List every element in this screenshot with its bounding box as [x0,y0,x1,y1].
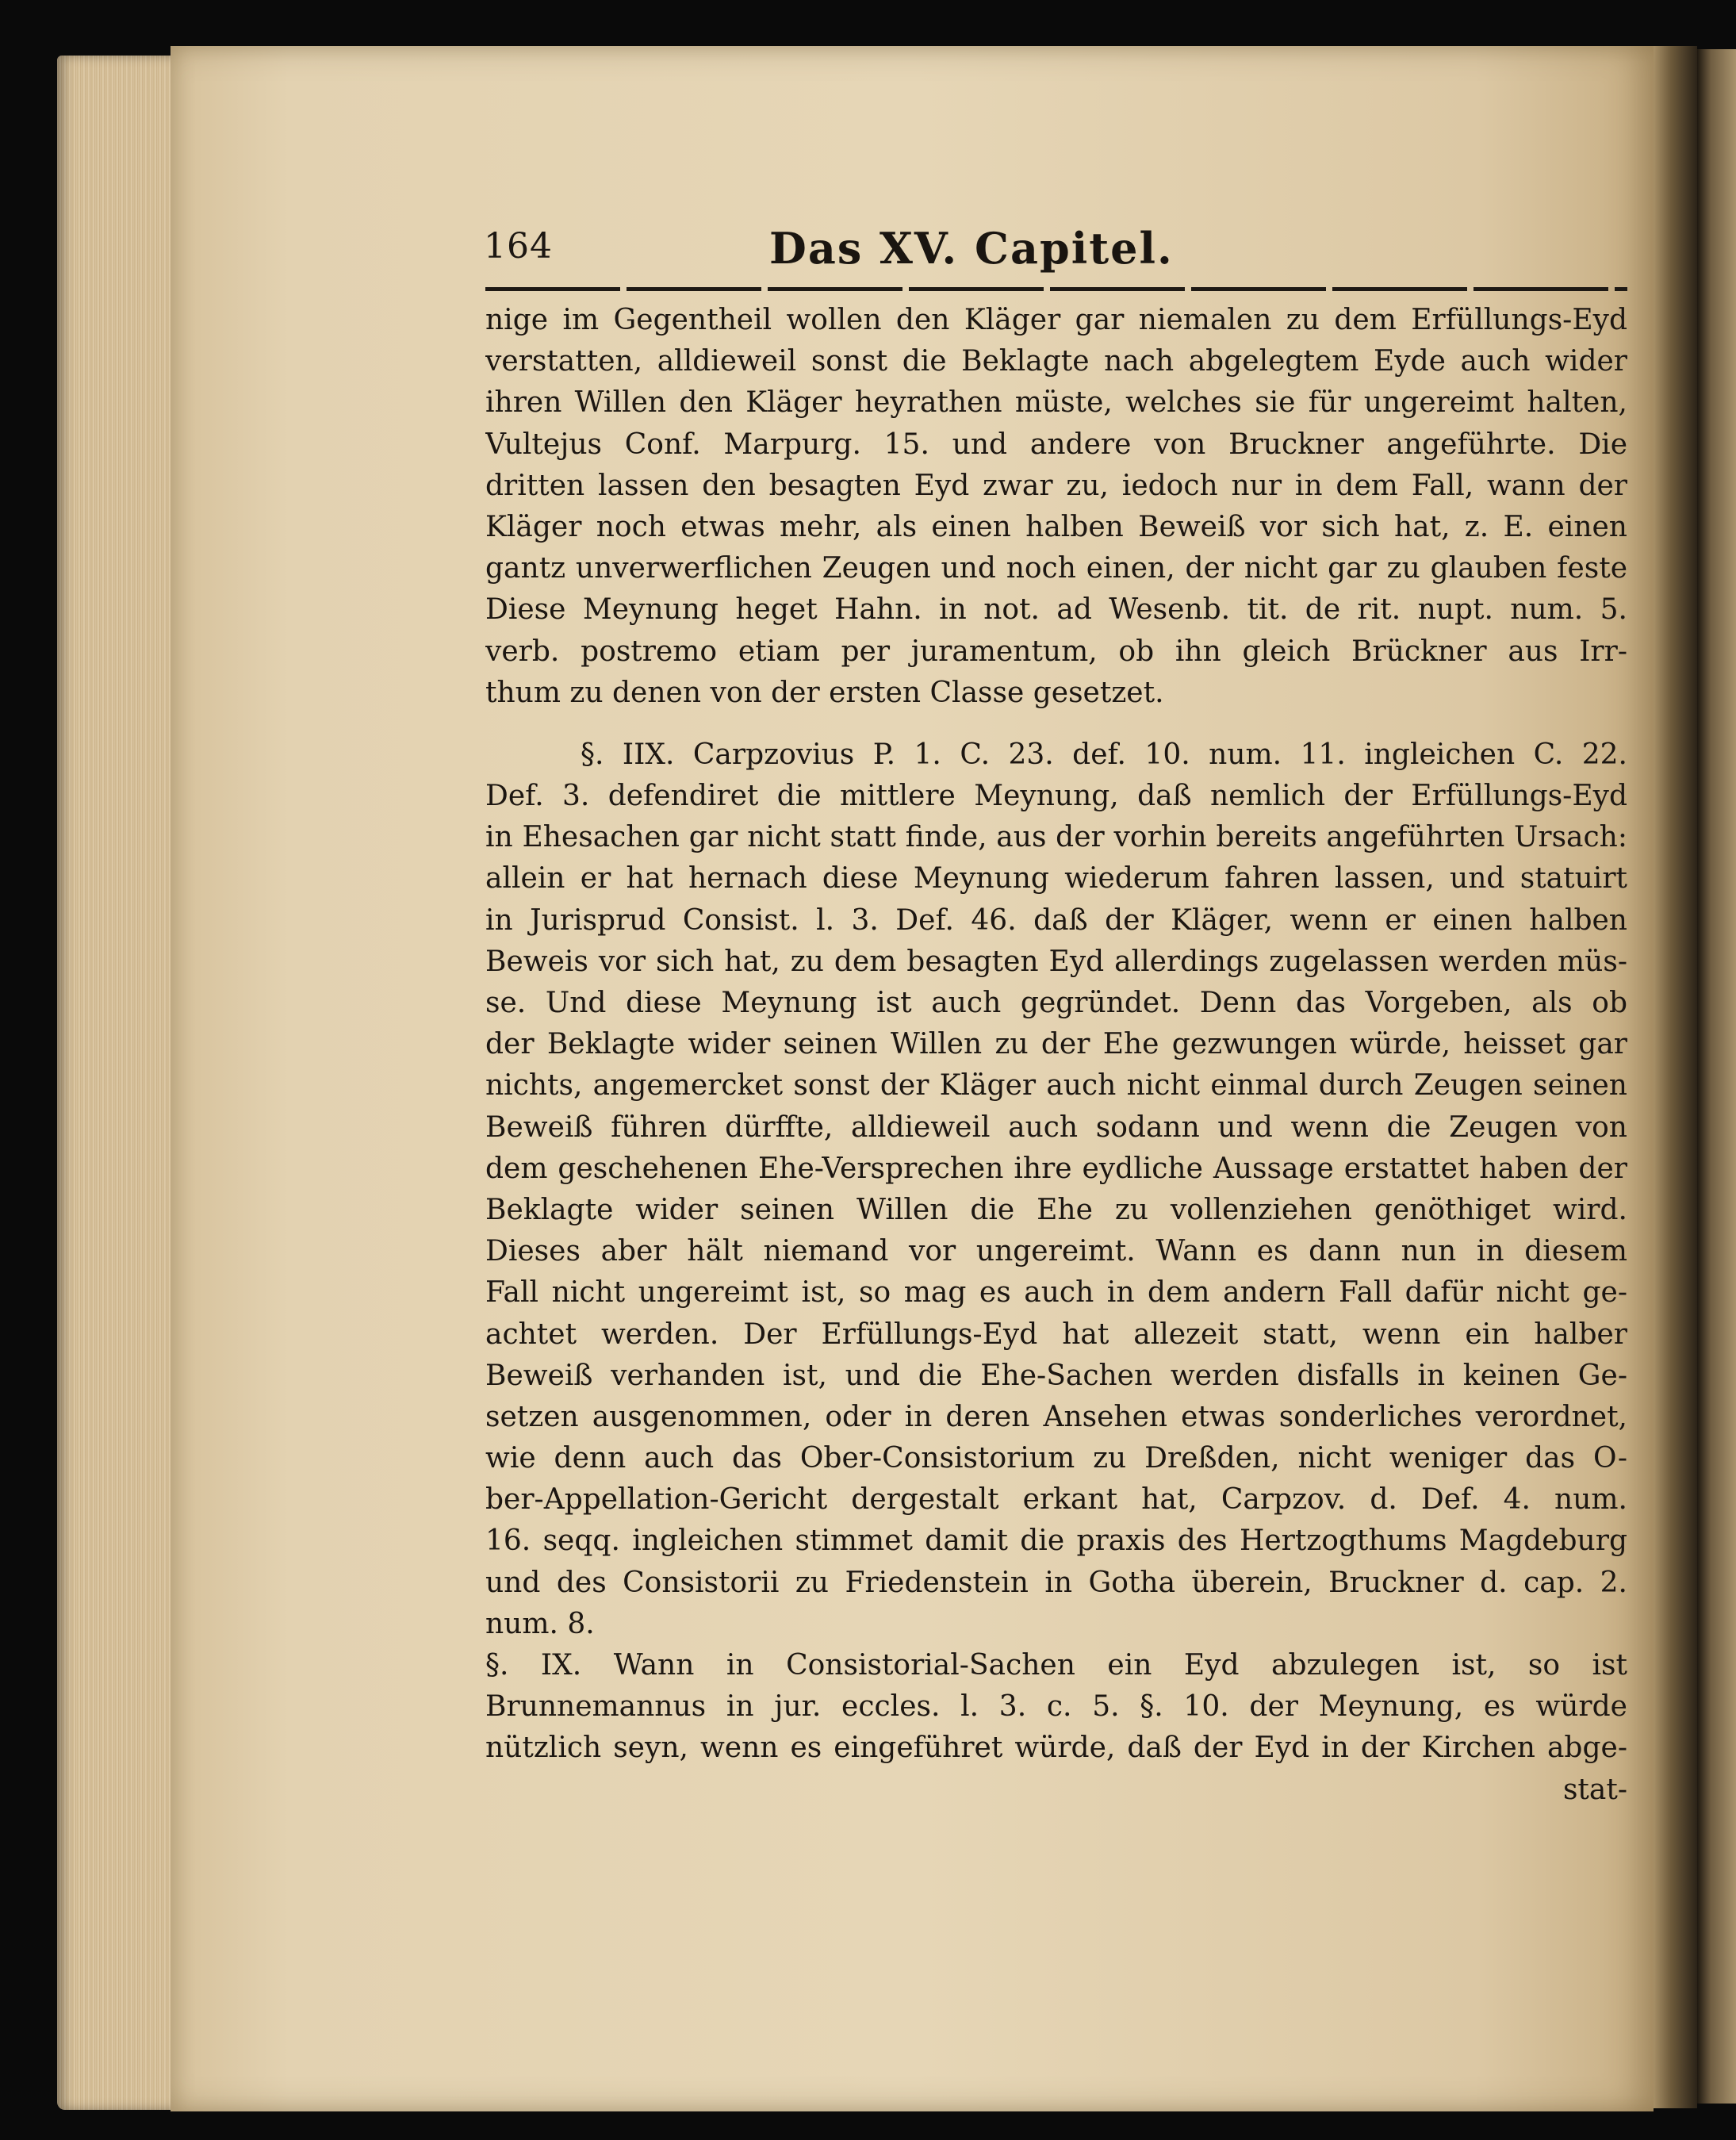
catchword: stat- [1562,1773,1627,1806]
text-line: 16. seqq. ingleichen stimmet damit die praxis des Hertzogthums Magdeburg [485,1524,1627,1558]
text-line: allein er hat hernach diese Meynung wiederum fahren lassen, und statuirt [485,862,1627,896]
text-line: wie denn auch das Ober-Consistorium zu Dreßden, nicht weniger das O- [485,1442,1627,1475]
text-line: thum zu denen von der ersten Classe gesetzet. [485,676,1164,709]
text-line: der Beklagte wider seinen Willen zu der Ehe gezwungen würde, heisset gar [485,1028,1627,1061]
text-line: dritten lassen den besagten Eyd zwar zu, iedoch nur in dem Fall, wann der [485,469,1627,502]
text-line: Vultejus Conf. Marpurg. 15. und andere von Bruckner angeführte. Die [485,428,1627,461]
running-title: Das XV. Capitel. [769,223,1174,274]
book-fore-edge [57,56,176,2110]
text-line: ber-Appellation-Gericht dergestalt erkant hat, Carpzov. d. Def. 4. num. [485,1483,1627,1517]
text-line: num. 8. [485,1607,595,1640]
text-line: in Jurisprud Consist. l. 3. Def. 46. daß der Kläger, wenn er einen halben [485,903,1627,937]
text-line: Beklagte wider seinen Willen die Ehe zu vollenziehen genöthiget wird. [485,1193,1627,1226]
text-line: Beweiß verhanden ist, und die Ehe-Sachen werden disfalls in keinen Ge- [485,1359,1627,1392]
text-line: gantz unverwerflichen Zeugen und noch einen, der nicht gar zu glauben feste [485,552,1627,585]
text-line: Def. 3. defendiret die mittlere Meynung, daß nemlich der Erfüllungs-Eyd [485,780,1627,813]
text-line: setzen ausgenommen, oder in deren Ansehen etwas sonderliches verordnet, [485,1400,1627,1433]
text-line: nützlich seyn, wenn es eingeführet würde, daß der Eyd in der Kirchen abge- [485,1732,1627,1765]
paragraph-gap [485,714,1627,734]
paragraph-start-line: §. IX. Wann in Consistorial-Sachen ein Eyd abzulegen ist, so ist [485,1649,1627,1682]
text-line: Fall nicht ungereimt ist, so mag es auch in dem andern Fall dafür nicht ge- [485,1276,1627,1310]
text-line: achtet werden. Der Erfüllungs-Eyd hat allezeit statt, wenn ein halber [485,1317,1627,1351]
page-header [484,224,1626,280]
text-line: in Ehesachen gar nicht statt finde, aus der vorhin bereits angeführten Ursach: [485,821,1627,854]
text-line: Kläger noch etwas mehr, als einen halben Beweiß vor sich hat, z. E. einen [485,510,1627,543]
text-line: Diese Meynung heget Hahn. in not. ad Wesenb. tit. de rit. nupt. num. 5. [485,593,1627,627]
text-line: ihren Willen den Kläger heyrathen müste, welches sie für ungereimt halten, [485,386,1627,420]
text-line: Brunnemannus in jur. eccles. l. 3. c. 5. §. 10. der Meynung, es würde [485,1690,1627,1724]
text-line: verstatten, alldieweil sonst die Beklagte nach abgelegtem Eyde auch wider [485,345,1627,378]
page-number: 164 [484,226,553,267]
body-text [485,300,1627,1811]
text-line: Dieses aber hält niemand vor ungereimt. Wann es dann nun in diesem [485,1235,1627,1268]
text-line: verb. postremo etiam per juramentum, ob ihn gleich Brückner aus Irr- [485,635,1627,668]
header-rule [485,287,1627,291]
book-gutter [1650,46,1697,2108]
text-line: Beweis vor sich hat, zu dem besagten Eyd allerdings zugelassen werden müs- [485,945,1627,978]
paragraph-start-line: §. IIX. Carpzovius P. 1. C. 23. def. 10. num. 11. ingleichen C. 22. [581,738,1627,771]
text-line: Beweiß führen dürffte, alldieweil auch sodann und wenn die Zeugen von [485,1110,1627,1144]
text-line: nichts, angemercket sonst der Kläger auch nicht einmal durch Zeugen seinen [485,1069,1627,1103]
facing-page-edge [1697,49,1736,2104]
text-line: und des Consistorii zu Friedenstein in Gotha überein, Bruckner d. cap. 2. [485,1566,1627,1599]
text-line: se. Und diese Meynung ist auch gegründet. Denn das Vorgeben, als ob [485,987,1627,1019]
text-line: dem geschehenen Ehe-Versprechen ihre eydliche Aussage erstattet haben der [485,1152,1627,1185]
text-line: nige im Gegentheil wollen den Kläger gar niemalen zu dem Erfüllungs-Eyd [485,304,1627,336]
